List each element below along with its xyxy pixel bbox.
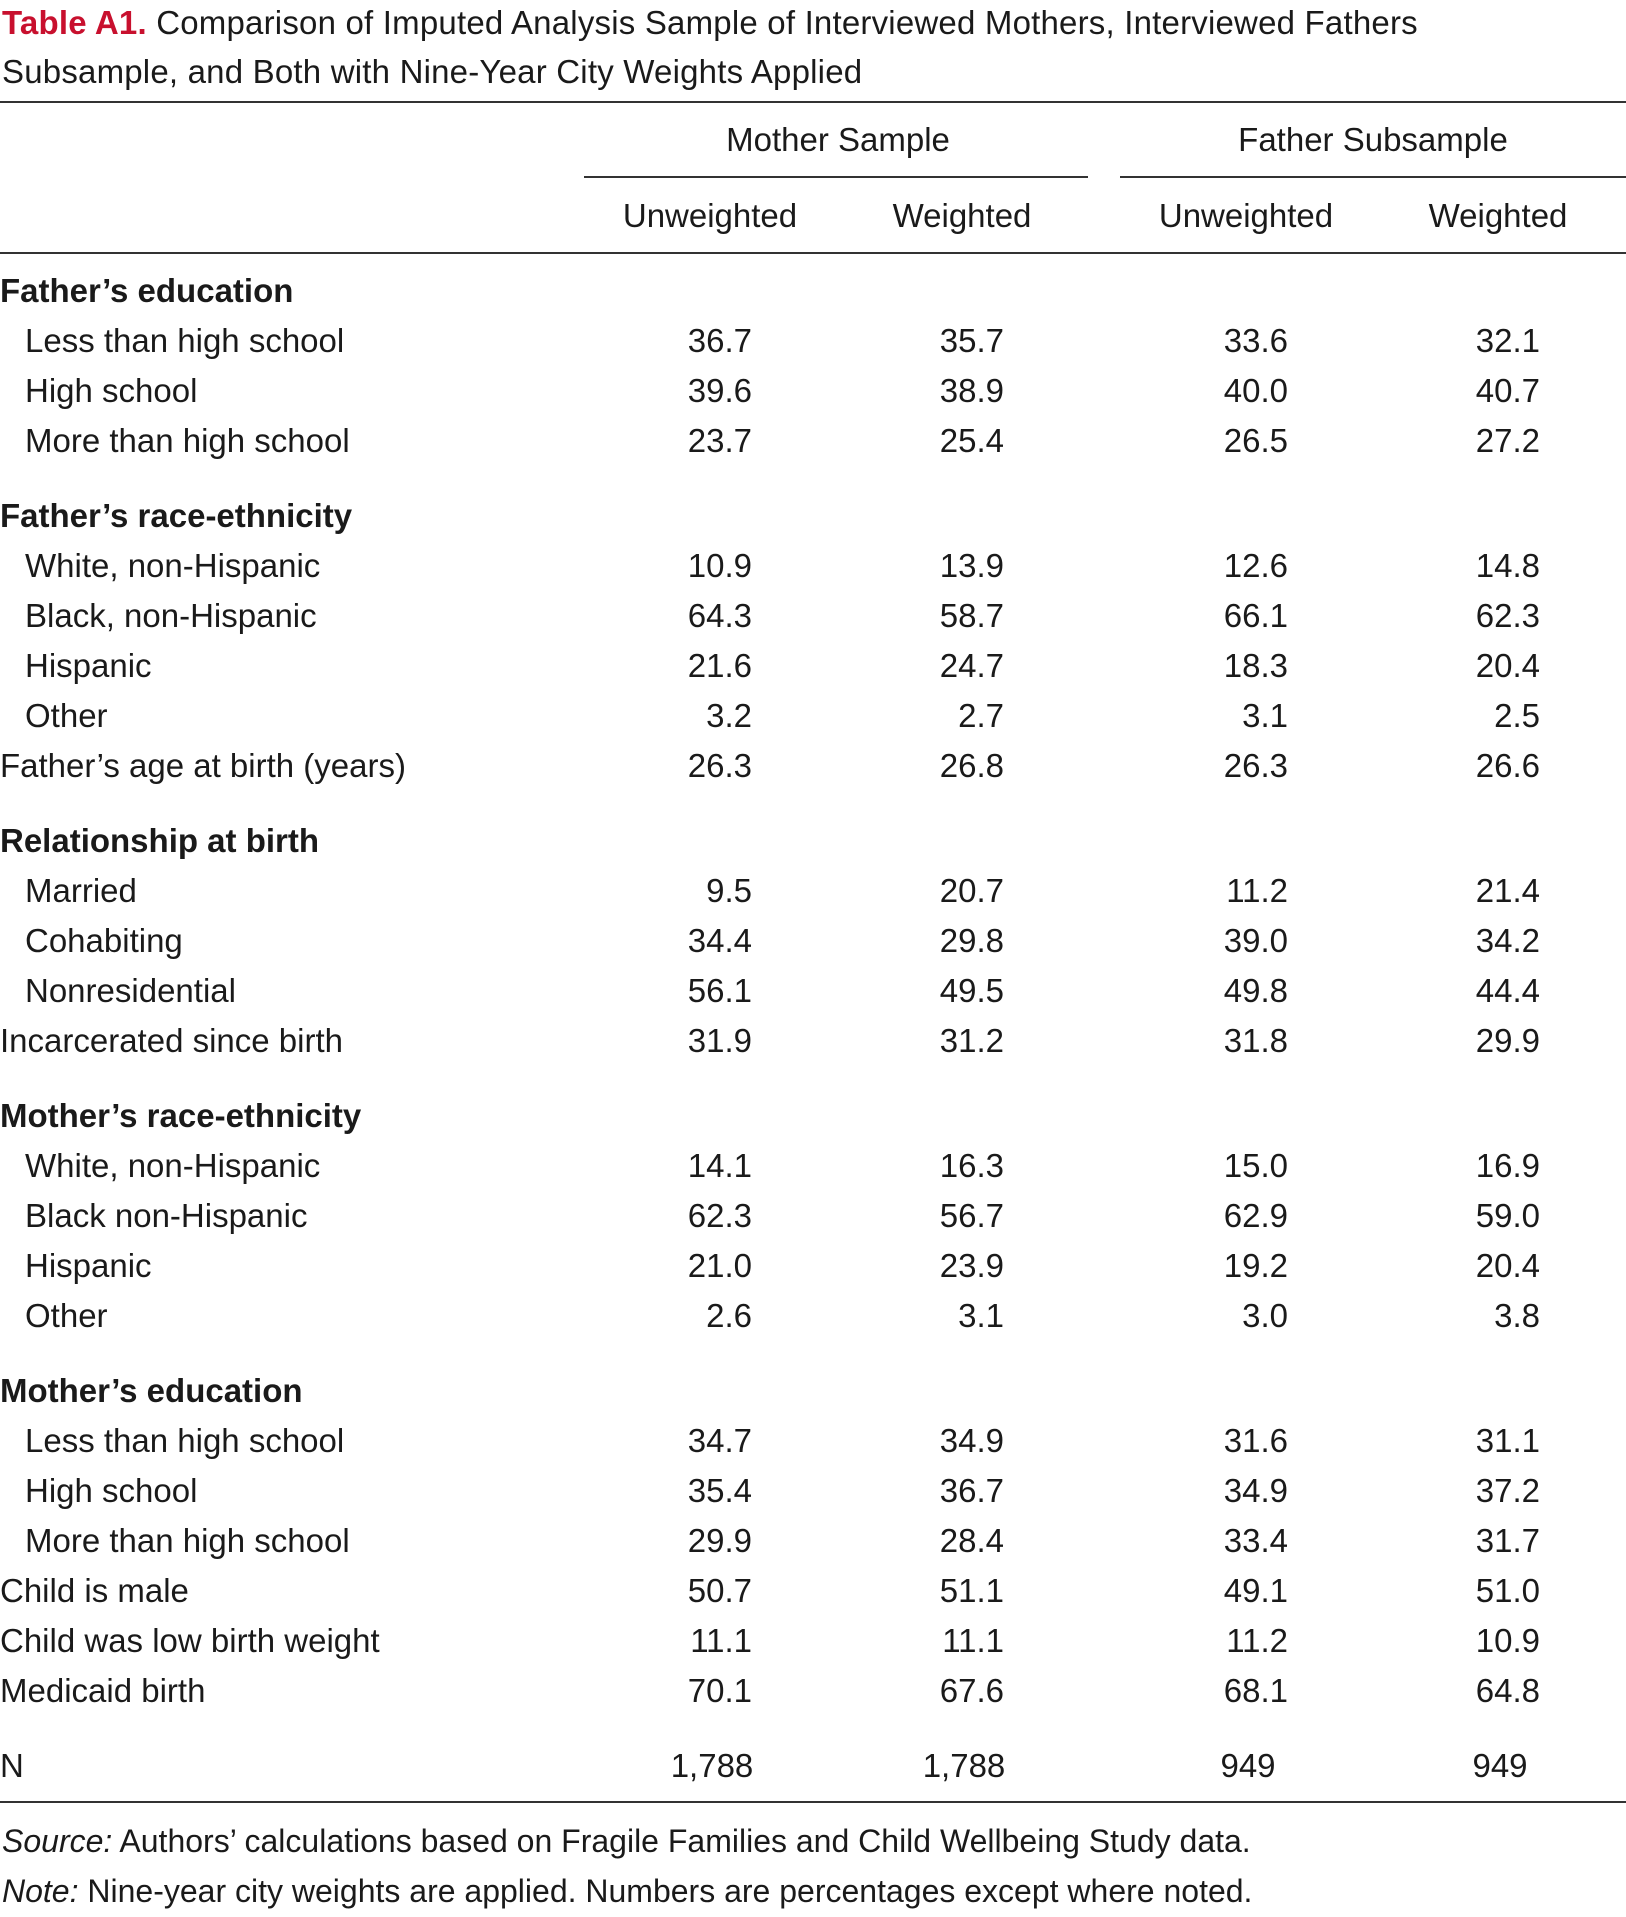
row-label: Hispanic [25,1247,152,1284]
section-label: Mother’s race-ethnicity [0,1097,362,1134]
cell-value: 20.7 [939,872,1004,909]
cell-value: 949 [1472,1747,1528,1784]
cell-value: 36.7 [939,1472,1004,1509]
cell-value: 2.5 [1494,697,1540,734]
cell-value: 39.6 [687,372,752,409]
table-row [0,641,1626,691]
table-row [0,1516,1626,1566]
table-row [0,416,1626,466]
cell-value: 56.7 [939,1197,1004,1234]
row-label: High school [25,372,198,409]
cell-value: 67.6 [939,1672,1004,1709]
row-label: Black, non-Hispanic [25,597,317,634]
group-rule-mother [584,176,1088,178]
table-row [0,1016,1626,1066]
cell-value: 11.1 [690,1622,752,1659]
cell-value: 56.1 [687,972,752,1009]
cell-value: 26.5 [1223,422,1288,459]
row-label: Incarcerated since birth [0,1022,344,1059]
table-title: Comparison of Imputed Analysis Sample of Interviewed Mothers, Interviewed Fathers Subsample, and Both with Nine-Year City Weights Applied [2,4,1418,90]
cell-value: 19.2 [1223,1247,1288,1284]
cell-value: 26.3 [1223,747,1288,784]
header-rule [0,252,1626,254]
cell-value: 62.9 [1223,1197,1288,1234]
cell-value: 34.2 [1475,922,1540,959]
section-label: Father’s education [0,272,294,309]
row-label: High school [25,1472,198,1509]
section-header-row [0,1091,1626,1141]
cell-value: 20.4 [1475,647,1540,684]
table-row [0,1241,1626,1291]
cell-value: 44.4 [1475,972,1540,1009]
table-row [0,916,1626,966]
cell-value: 39.0 [1223,922,1288,959]
row-label: Less than high school [25,1422,345,1459]
table-row [0,1666,1626,1716]
table-row [0,741,1626,791]
cell-value: 33.6 [1223,322,1288,359]
table-row [0,541,1626,591]
cell-value: 27.2 [1475,422,1540,459]
section-label: Mother’s education [0,1372,303,1409]
table-row [0,591,1626,641]
col-header-mother-weighted: Weighted [892,197,1032,234]
cell-value: 1,788 [922,1747,1006,1784]
section-header-row [0,266,1626,316]
cell-value: 2.7 [958,697,1004,734]
source-note [2,1816,1251,1867]
cell-value: 31.1 [1475,1422,1540,1459]
row-label: Married [25,872,137,909]
section-header-row [0,491,1626,541]
row-label: N [0,1747,24,1784]
cell-value: 15.0 [1223,1147,1288,1184]
cell-value: 16.3 [939,1147,1004,1184]
col-header-mother-unweighted: Unweighted [622,197,798,234]
row-label: Father’s age at birth (years) [0,747,406,784]
cell-value: 49.1 [1223,1572,1288,1609]
row-label: Hispanic [25,647,152,684]
cell-value: 26.6 [1475,747,1540,784]
table-row [0,866,1626,916]
row-label: Less than high school [25,322,345,359]
cell-value: 31.7 [1475,1522,1540,1559]
cell-value: 49.5 [939,972,1004,1009]
cell-value: 34.9 [939,1422,1004,1459]
cell-value: 3.2 [706,697,752,734]
cell-value: 31.9 [687,1022,752,1059]
cell-value: 26.8 [939,747,1004,784]
cell-value: 949 [1220,1747,1276,1784]
cell-value: 34.7 [687,1422,752,1459]
top-rule [0,101,1626,103]
cell-value: 9.5 [706,872,752,909]
cell-value: 1,788 [670,1747,754,1784]
section-header-row [0,1366,1626,1416]
source-text: Authors’ calculations based on Fragile Families and Child Wellbeing Study data. [119,1823,1251,1859]
cell-value: 68.1 [1223,1672,1288,1709]
cell-value: 59.0 [1475,1197,1540,1234]
cell-value: 11.1 [942,1622,1004,1659]
note-label: Note: [2,1873,79,1909]
cell-value: 2.6 [706,1297,752,1334]
cell-value: 29.9 [1475,1022,1540,1059]
table-row [0,316,1626,366]
cell-value: 29.8 [939,922,1004,959]
bottom-rule [0,1801,1626,1803]
table-row [0,1416,1626,1466]
table-row [0,1466,1626,1516]
cell-value: 36.7 [687,322,752,359]
cell-value: 20.4 [1475,1247,1540,1284]
cell-value: 35.7 [939,322,1004,359]
cell-value: 35.4 [687,1472,752,1509]
section-label: Relationship at birth [0,822,320,859]
cell-value: 37.2 [1475,1472,1540,1509]
table-row [0,1616,1626,1666]
cell-value: 34.4 [687,922,752,959]
table-row [0,1191,1626,1241]
table-row [0,1291,1626,1341]
cell-value: 31.2 [939,1022,1004,1059]
cell-value: 33.4 [1223,1522,1288,1559]
row-label: Medicaid birth [0,1672,206,1709]
cell-value: 62.3 [1475,597,1540,634]
cell-value: 3.0 [1242,1297,1288,1334]
cell-value: 51.1 [939,1572,1004,1609]
table-row [0,966,1626,1016]
cell-value: 21.4 [1475,872,1540,909]
col-header-father-weighted: Weighted [1428,197,1568,234]
row-label: More than high school [25,422,350,459]
row-label: Other [25,1297,108,1334]
cell-value: 21.0 [687,1247,752,1284]
cell-value: 40.0 [1223,372,1288,409]
cell-value: 28.4 [939,1522,1004,1559]
group-header-father: Father Subsample [1238,121,1508,158]
table-row [0,1741,1626,1791]
cell-value: 11.2 [1226,1622,1288,1659]
cell-value: 64.3 [687,597,752,634]
cell-value: 14.1 [687,1147,752,1184]
cell-value: 26.3 [687,747,752,784]
row-label: Black non-Hispanic [25,1197,308,1234]
table-row [0,1566,1626,1616]
cell-value: 51.0 [1475,1572,1540,1609]
cell-value: 66.1 [1223,597,1288,634]
table-caption [2,0,1602,96]
cell-value: 58.7 [939,597,1004,634]
cell-value: 23.9 [939,1247,1004,1284]
section-header-row [0,816,1626,866]
table-row [0,1141,1626,1191]
table-row [0,366,1626,416]
row-label: White, non-Hispanic [25,547,321,584]
cell-value: 21.6 [687,647,752,684]
table-label: Table A1. [2,4,147,41]
cell-value: 23.7 [687,422,752,459]
cell-value: 13.9 [939,547,1004,584]
cell-value: 32.1 [1475,322,1540,359]
general-note [2,1866,1252,1917]
cell-value: 31.6 [1223,1422,1288,1459]
cell-value: 14.8 [1475,547,1540,584]
section-label: Father’s race-ethnicity [0,497,353,534]
row-label: Cohabiting [25,922,183,959]
cell-value: 10.9 [687,547,752,584]
cell-value: 38.9 [939,372,1004,409]
cell-value: 10.9 [1475,1622,1540,1659]
cell-value: 70.1 [687,1672,752,1709]
cell-value: 3.1 [1242,697,1288,734]
cell-value: 49.8 [1223,972,1288,1009]
group-rule-father [1120,176,1626,178]
cell-value: 34.9 [1223,1472,1288,1509]
note-text: Nine-year city weights are applied. Numbers are percentages except where noted. [87,1873,1253,1909]
cell-value: 18.3 [1223,647,1288,684]
cell-value: 24.7 [939,647,1004,684]
cell-value: 31.8 [1223,1022,1288,1059]
cell-value: 16.9 [1475,1147,1540,1184]
cell-value: 3.1 [958,1297,1004,1334]
cell-value: 29.9 [687,1522,752,1559]
table-row [0,691,1626,741]
cell-value: 64.8 [1475,1672,1540,1709]
row-label: Child was low birth weight [0,1622,380,1659]
source-label: Source: [2,1823,113,1859]
cell-value: 40.7 [1475,372,1540,409]
cell-value: 62.3 [687,1197,752,1234]
cell-value: 3.8 [1494,1297,1540,1334]
row-label: Other [25,697,108,734]
cell-value: 12.6 [1223,547,1288,584]
row-label: Nonresidential [25,972,236,1009]
row-label: More than high school [25,1522,350,1559]
row-label: Child is male [0,1572,189,1609]
cell-value: 25.4 [939,422,1004,459]
col-header-father-unweighted: Unweighted [1158,197,1334,234]
row-label: White, non-Hispanic [25,1147,321,1184]
group-header-mother: Mother Sample [726,121,950,158]
cell-value: 11.2 [1226,872,1288,909]
cell-value: 50.7 [687,1572,752,1609]
